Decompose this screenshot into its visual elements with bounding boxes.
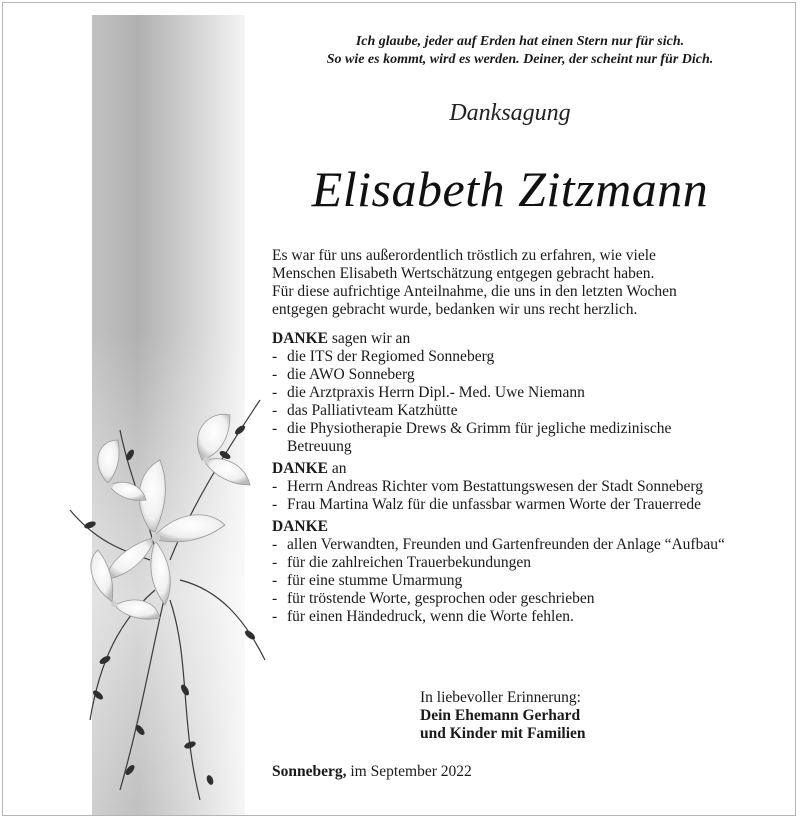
closing-line: In liebevoller Erinnerung: [420, 689, 581, 706]
thanks-list [272, 536, 782, 626]
list-item: - Frau Martina Walz für die unfassbar warmen Worte der Trauerrede [272, 496, 782, 514]
lily-bouquet-image [60, 360, 270, 810]
motto-quote [270, 33, 770, 69]
section-title-rest: sagen wir an [327, 330, 411, 347]
section-title [272, 460, 782, 478]
list-item: - die Physiotherapie Drews & Grimm für jegliche medizinische [272, 420, 782, 438]
motto-line: Ich glaube, jeder auf Erden hat einen Stern nur für sich. [355, 34, 685, 49]
intro-line: entgegen gebracht wurde, bedanken wir uns recht herzlich. [272, 301, 638, 318]
place-city: Sonneberg, [272, 763, 347, 780]
place-date [272, 763, 472, 781]
list-item: - die Arztpraxis Herrn Dipl.- Med. Uwe Niemann [272, 384, 782, 402]
list-item: - das Palliativteam Katzhütte [272, 402, 782, 420]
section-title-rest: an [327, 460, 347, 477]
danke-label: DANKE [272, 330, 328, 347]
deceased-name: Elisabeth Zitzmann [311, 161, 709, 217]
list-item: - für tröstende Worte, gesprochen oder geschrieben [272, 590, 782, 608]
signature-line: und Kinder mit Familien [420, 725, 586, 742]
notice-body [272, 247, 782, 626]
continuation-text: Betreuung [287, 438, 352, 455]
intro-line: Für diese aufrichtige Anteilnahme, die uns in den letzten Wochen [272, 283, 677, 300]
closing-signature [420, 689, 680, 743]
list-item: - allen Verwandten, Freunden und Gartenfreunden der Anlage “Aufbau“ [272, 536, 782, 554]
thanks-section-3 [272, 518, 782, 626]
section-title [272, 330, 782, 348]
list-item: - für die zahlreichen Trauerbekundungen [272, 554, 782, 572]
intro-line: Es war für uns außerordentlich tröstlich zu erfahren, wie viele [272, 247, 656, 264]
list-item: - die AWO Sonneberg [272, 366, 782, 384]
thanks-list [272, 348, 782, 456]
list-item: - Herrn Andreas Richter vom Bestattungswesen der Stadt Sonneberg [272, 478, 782, 496]
thanks-section-1 [272, 330, 782, 456]
thanks-list [272, 478, 782, 514]
intro-paragraph [272, 247, 782, 319]
signature-line: Dein Ehemann Gerhard [420, 707, 581, 724]
list-item-continuation [272, 438, 782, 456]
motto-line: So wie es kommt, wird es werden. Deiner, der scheint nur für Dich. [326, 52, 714, 67]
section-title [272, 518, 782, 536]
place-date-text: im September 2022 [346, 763, 472, 780]
danke-label: DANKE [272, 460, 328, 477]
list-item: - für einen Händedruck, wenn die Worte fehlen. [272, 608, 782, 626]
thanks-section-2 [272, 460, 782, 514]
list-item: - für eine stumme Umarmung [272, 572, 782, 590]
list-item: - die ITS der Regiomed Sonneberg [272, 348, 782, 366]
intro-line: Menschen Elisabeth Wertschätzung entgegen gebracht haben. [272, 265, 655, 282]
heading-danksagung: Danksagung [449, 100, 571, 126]
danke-label: DANKE [272, 518, 328, 535]
